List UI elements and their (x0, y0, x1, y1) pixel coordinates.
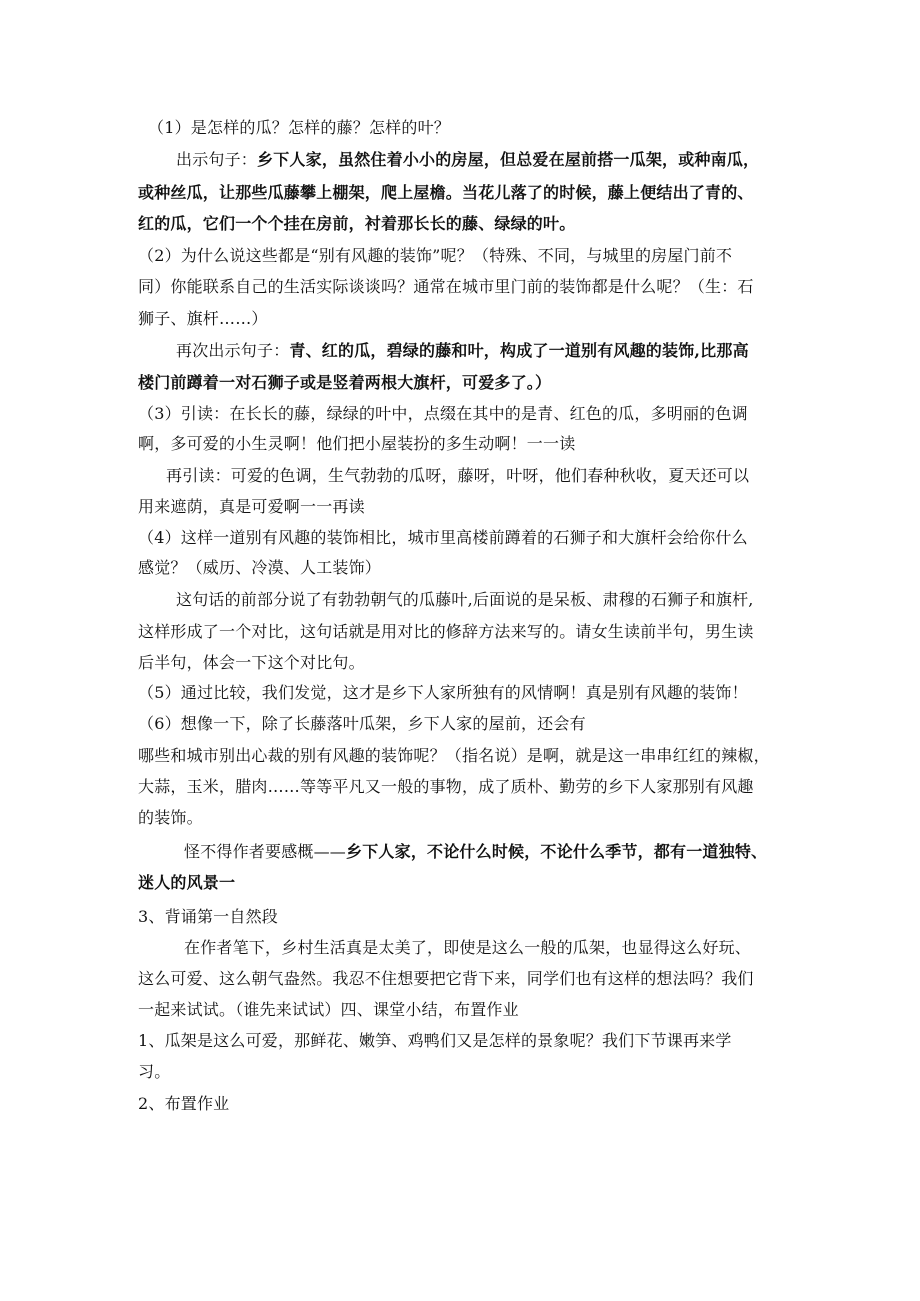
text-segment: 出示句子： (176, 150, 258, 169)
text-segment: 后半句，体会一下这个对比句。 (138, 653, 365, 672)
text-line (138, 969, 754, 989)
text-line (138, 1062, 170, 1082)
text-line (138, 528, 748, 548)
text-segment: 感觉？（威历、冷漠、人工装饰） (138, 558, 382, 577)
text-line (138, 214, 575, 234)
text-segment: （3）引读：在长长的藤，绿绿的叶中，点缀在其中的是青、红色的瓜，多明丽的色调 (138, 404, 748, 423)
text-line (138, 183, 754, 203)
text-segment: 怪不得作者要感概—— (184, 842, 347, 861)
text-segment: 的装饰。 (138, 808, 203, 827)
text-segment: 哪些和城市别出心裁的别有风趣的装饰呢？（指名说）是啊，就是这一串串红红的辣椒， (138, 746, 770, 765)
text-line (138, 683, 748, 703)
text-segment: 习。 (138, 1062, 171, 1081)
text-segment: 大蒜，玉米，腊肉……等等平凡又一般的事物，成了质朴、勤劳的乡下人家那别有风趣 (138, 777, 754, 796)
bold-text-segment: 乡下人家，不论什么时候，不论什么季节，都有一道独特、 (346, 842, 768, 861)
text-line (138, 907, 278, 927)
text-line (138, 558, 381, 578)
text-line (138, 1000, 519, 1020)
bold-text-segment: 迷人的风景一 (138, 873, 236, 892)
text-segment: 这么可爱、这么朝气盎然。我忍不住想要把它背下来，同学们也有这样的想法吗？我们 (138, 969, 754, 988)
text-segment: （5）通过比较，我们发觉，这才是乡下人家所独有的风情啊！真是别有风趣的装饰！ (138, 683, 748, 702)
text-line (138, 1031, 732, 1051)
text-line (176, 150, 759, 170)
text-segment: （6）想像一下，除了长藤落叶瓜架，乡下人家的屋前，还会有 (138, 714, 586, 733)
text-segment: 啊，多可爱的小生灵啊！他们把小屋装扮的多生动啊！一一读 (138, 434, 576, 453)
text-segment: 在作者笔下，乡村生活真是太美了，即使是这么一般的瓜架，也显得这么好玩、 (184, 938, 752, 957)
text-line (138, 714, 586, 734)
text-segment: 这句话的前部分说了有勃勃朝气的瓜藤叶,后面说的是呆板、肃穆的石狮子和旗杆, (176, 590, 754, 609)
bold-text-segment: 或种丝瓜，让那些瓜藤攀上棚架，爬上屋檐。当花儿落了的时候，藤上便结出了青的、 (138, 183, 754, 202)
text-segment: 一起来试试。（谁先来试试）四、课堂小结，布置作业 (138, 1000, 519, 1019)
text-line (138, 777, 754, 797)
text-line (176, 341, 749, 361)
text-segment: 1、瓜架是这么可爱，那鲜花、嫩笋、鸡鸭们又是怎样的景象呢？我们下节课再来学 (138, 1031, 732, 1050)
bold-text-segment: 楼门前蹲着一对石狮子或是竖着两根大旗杆，可爱多了。） (138, 373, 552, 392)
text-line (138, 873, 235, 893)
text-line (138, 622, 754, 642)
text-line (138, 246, 732, 266)
text-line (138, 746, 770, 766)
text-segment: 3、背诵第一自然段 (138, 907, 278, 926)
text-line (138, 373, 551, 393)
text-line (138, 808, 203, 828)
text-line (138, 404, 748, 424)
text-line (138, 653, 365, 673)
text-line (138, 434, 575, 454)
text-line (138, 1094, 229, 1114)
bold-text-segment: 青、红的瓜，碧绿的藤和叶，构成了一道别有风趣的装饰,比那高 (289, 341, 749, 360)
text-segment: （4）这样一道别有风趣的装饰相比，城市里高楼前蹲着的石狮子和大旗杆会给你什么 (138, 528, 748, 547)
text-segment: 再引读：可爱的色调，生气勃勃的瓜呀，藤呀，叶呀，他们春种秋收，夏天还可以 (166, 466, 750, 485)
text-line (138, 497, 365, 517)
text-segment: 同）你能联系自己的生活实际谈谈吗？通常在城市里门前的装饰都是什么呢？（生：石 (138, 277, 754, 296)
text-line (184, 938, 751, 958)
text-segment: 狮子、旗杆……） (138, 309, 268, 328)
text-segment: （1）是怎样的瓜？怎样的藤？怎样的叶？ (148, 118, 450, 137)
text-line (138, 277, 754, 297)
text-segment: 这样形成了一个对比，这句话就是用对比的修辞方法来写的。请女生读前半句，男生读 (138, 622, 754, 641)
bold-text-segment: 红的瓜，它们一个个挂在房前，衬着那长长的藤、绿绿的叶。 (138, 214, 576, 233)
text-line (148, 118, 450, 138)
bold-text-segment: 乡下人家，虽然住着小小的房屋，但总爱在屋前搭一瓜架，或种南瓜， (257, 150, 760, 169)
text-line (176, 590, 754, 610)
text-segment: 用来遮荫，真是可爱啊一一再读 (138, 497, 365, 516)
text-line (166, 466, 749, 486)
text-segment: （2）为什么说这些都是“别有风趣的装饰”呢？（特殊、不同，与城里的房屋门前不 (138, 246, 733, 265)
text-line (184, 842, 767, 862)
text-line (138, 309, 268, 329)
text-segment: 再次出示句子： (176, 341, 290, 360)
text-segment: 2、布置作业 (138, 1094, 230, 1113)
